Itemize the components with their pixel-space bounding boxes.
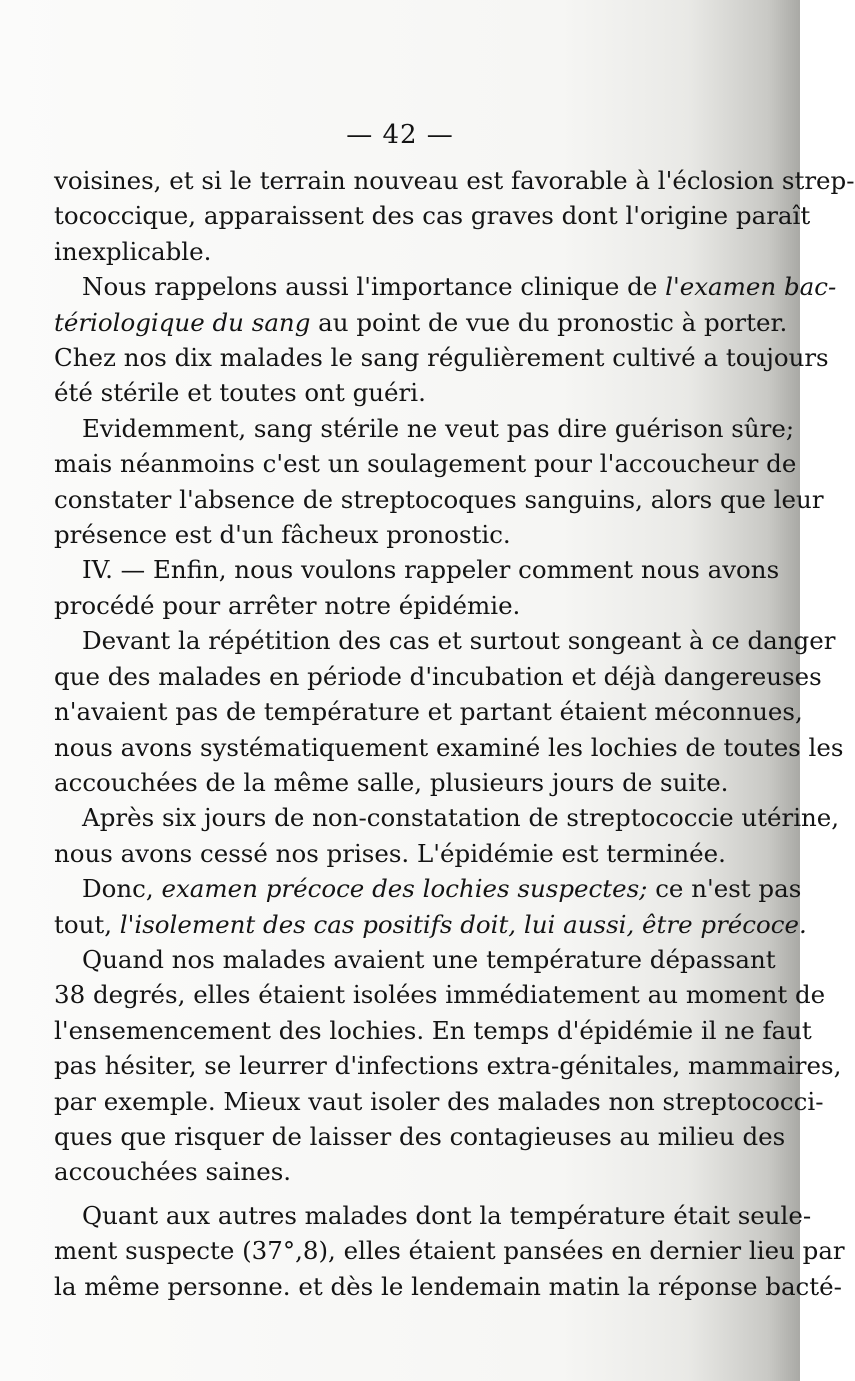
text-line: nous avons systématiquement examiné les lochies de toutes les <box>54 732 844 762</box>
text-line: Chez nos dix malades le sang régulièrement cultivé a toujours <box>54 343 829 373</box>
text-line: nous avons cessé nos prises. L'épidémie est terminée. <box>54 838 726 868</box>
text-line <box>54 907 807 942</box>
text-line: la même personne. et dès le lendemain matin la réponse bacté- <box>54 1271 842 1301</box>
text-line: procédé pour arrêter notre épidémie. <box>54 590 521 620</box>
paragraph-gap <box>54 1190 734 1198</box>
text-line <box>54 871 802 906</box>
text-run: ce n'est pas <box>647 874 802 904</box>
text-line: ment suspecte (37°,8), elles étaient pansées en dernier lieu par <box>54 1236 845 1266</box>
text-line <box>54 305 788 340</box>
text-line: été stérile et toutes ont guéri. <box>54 378 426 408</box>
text-line: Devant la répétition des cas et surtout songeant à ce danger <box>82 626 836 656</box>
text-line: Evidemment, sang stérile ne veut pas dire guérison sûre; <box>82 413 795 443</box>
text-line: ques que risquer de laisser des contagieuses au milieu des <box>54 1121 786 1151</box>
text-line: 38 degrés, elles étaient isolées immédiatement au moment de <box>54 980 826 1010</box>
text-line: inexplicable. <box>54 236 212 266</box>
text-run: Donc, <box>82 874 162 904</box>
italic-run: l'isolement des cas positifs doit, lui aussi, être précoce. <box>119 909 807 939</box>
text-line: l'ensemencement des lochies. En temps d'épidémie il ne faut <box>54 1015 812 1045</box>
text-line: constater l'absence de streptocoques sanguins, alors que leur <box>54 484 824 514</box>
text-line: Quand nos malades avaient une température dépassant <box>82 944 776 974</box>
text-line <box>54 269 837 304</box>
text-line: présence est d'un fâcheux pronostic. <box>54 520 511 550</box>
text-line: tococcique, apparaissent des cas graves dont l'origine paraît <box>54 201 811 231</box>
text-line: mais néanmoins c'est un soulagement pour l'accoucheur de <box>54 449 797 479</box>
text-run: Nous rappelons aussi l'importance clinique de <box>82 272 666 302</box>
text-run: au point de vue du pronostic à porter. <box>310 307 788 337</box>
text-line: accouchées de la même salle, plusieurs jours de suite. <box>54 767 729 797</box>
page-number: — 42 — <box>346 120 454 150</box>
text-line: par exemple. Mieux vaut isoler des malades non streptococci- <box>54 1086 824 1116</box>
italic-run: l'examen bac- <box>665 272 837 302</box>
text-line: n'avaient pas de température et partant étaient méconnues, <box>54 697 803 727</box>
text-run: tout, <box>54 909 120 939</box>
text-line: IV. — Enfin, nous voulons rappeler comment nous avons <box>82 555 780 585</box>
italic-run: examen précoce des lochies suspectes; <box>161 874 648 904</box>
text-line: Après six jours de non-constatation de streptococcie utérine, <box>82 803 840 833</box>
text-line: que des malades en période d'incubation et déjà dangereuses <box>54 661 822 691</box>
text-line: accouchées saines. <box>54 1157 292 1187</box>
body-text <box>54 163 855 1304</box>
text-line: pas hésiter, se leurrer d'infections extra-génitales, mammaires, <box>54 1051 842 1081</box>
text-line: Quant aux autres malades dont la température était seule- <box>82 1200 812 1230</box>
text-line: voisines, et si le terrain nouveau est favorable à l'éclosion strep- <box>54 166 855 195</box>
italic-run: tériologique du sang <box>54 307 311 337</box>
